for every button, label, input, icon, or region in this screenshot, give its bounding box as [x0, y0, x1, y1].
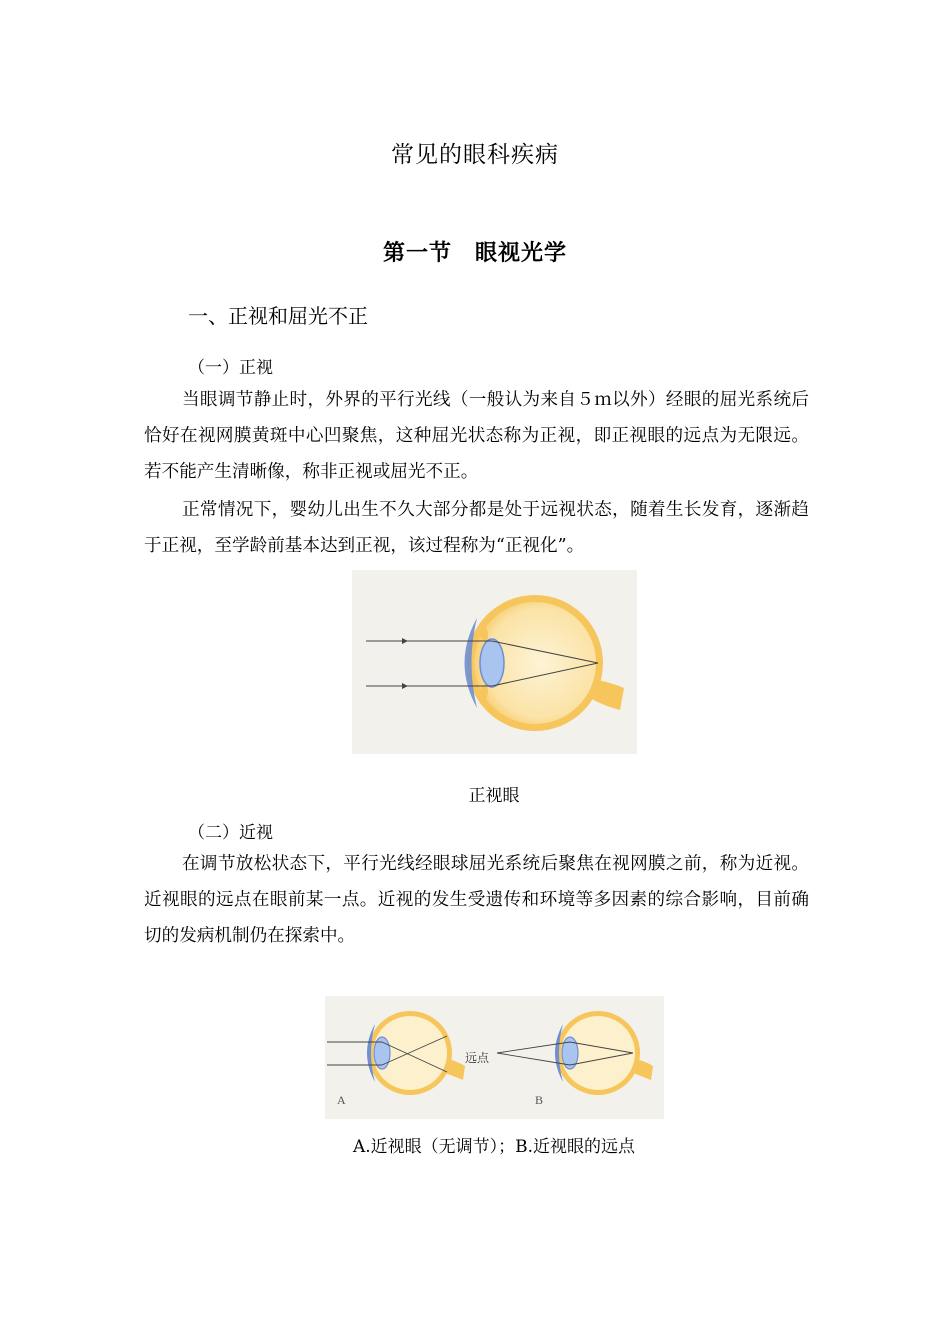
lens	[480, 639, 504, 687]
subheading-myopia: （二）近视	[188, 823, 273, 843]
paragraph-emmetropia: 当眼调节静止时，外界的平行光线（一般认为来自５ｍ以外）经眼的屈光系统后恰好在视网膜黄斑中心凹聚焦，这种屈光状态称为正视，即正视眼的远点为无限远。若不能产生清晰像，称非正视或屈光不正。	[144, 390, 809, 482]
figure-1-caption: 正视眼	[468, 786, 520, 806]
document-title: 常见的眼科疾病	[391, 142, 559, 168]
paragraph-emmetropization: 正常情况下，婴幼儿出生不久大部分都是处于远视状态，随着生长发育，逐渐趋于正视，至学龄前基本达到正视，该过程称为“正视化”。	[144, 500, 809, 556]
figure-myopic-eye	[325, 996, 664, 1119]
label-b: B	[535, 1093, 544, 1107]
subheading-emmetropia: （一）正视	[188, 358, 273, 378]
figure-emmetropic-eye	[352, 570, 637, 754]
far-point-label: 远点	[465, 1051, 490, 1065]
figure-2-caption: A.近视眼（无调节）；B.近视眼的远点	[352, 1137, 636, 1157]
arrow-icon	[402, 683, 408, 689]
arrow-icon	[402, 638, 408, 644]
section-title: 第一节 眼视光学	[382, 241, 567, 266]
paragraph-myopia: 在调节放松状态下，平行光线经眼球屈光系统后聚焦在视网膜之前，称为近视。近视眼的远点在眼前某一点。近视的发生受遗传和环境等多因素的综合影响，目前确切的发病机制仍在探索中。	[144, 854, 809, 946]
label-a: A	[337, 1093, 346, 1107]
myopic-eye-diagram	[325, 996, 664, 1119]
heading-emmetropia-ametropia: 一、正视和屈光不正	[188, 304, 368, 328]
emmetropic-eye-diagram	[352, 570, 637, 754]
